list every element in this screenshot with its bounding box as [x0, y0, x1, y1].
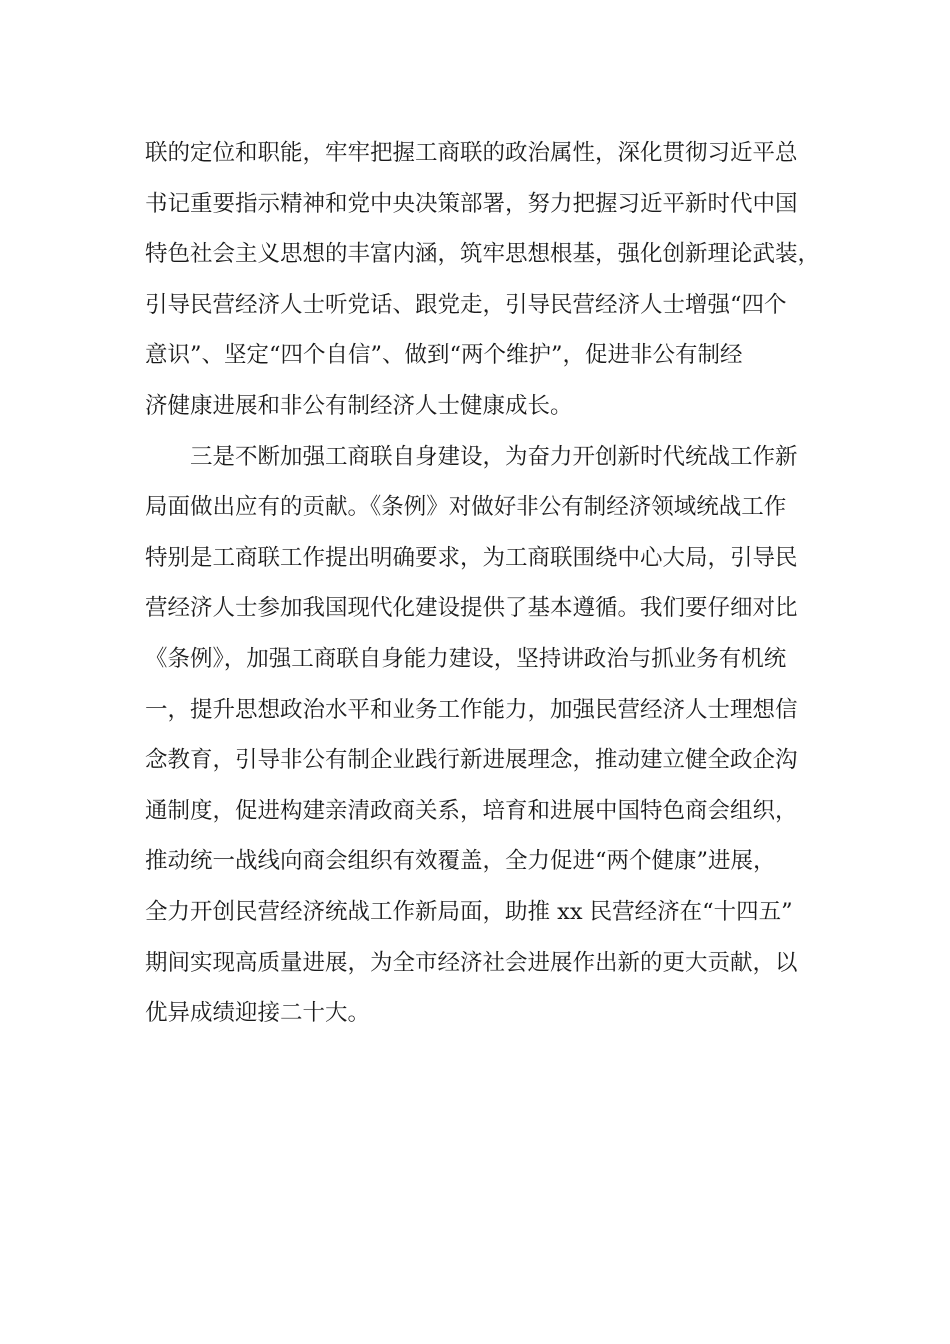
text-line: 意识”、坚定“四个自信”、做到“两个维护”，促进非公有制经: [145, 342, 743, 369]
paragraph-third-point: [145, 432, 835, 1039]
text-line: 《条例》，加强工商联自身能力建设，坚持讲政治与抓业务有机统: [145, 645, 787, 672]
document-body: [145, 128, 835, 1039]
text-line: 书记重要指示精神和党中央决策部署，努力把握习近平新时代中国: [145, 190, 798, 217]
text-line: 局面做出应有的贡献。《条例》对做好非公有制经济领域统战工作: [145, 494, 787, 521]
text-line: 特别是工商联工作提出明确要求，为工商联围绕中心大局，引导民: [145, 544, 798, 571]
text-line: 引导民营经济人士听党话、跟党走，引导民营经济人士增强“四个: [145, 291, 787, 318]
paragraph-continued: [145, 128, 835, 432]
text-line: 念教育，引导非公有制企业践行新进展理念，推动建立健全政企沟: [145, 747, 798, 774]
text-line: 优异成绩迎接二十大。: [145, 1000, 371, 1027]
text-line: 特色社会主义思想的丰富内涵，筑牢思想根基，强化创新理论武装，: [145, 241, 821, 268]
text-line: 全力开创民营经济统战工作新局面，助推 xx 民营经济在“十四五”: [145, 898, 793, 925]
text-line: 一，提升思想政治水平和业务工作能力，加强民营经济人士理想信: [145, 696, 798, 723]
text-line: 期间实现高质量进展，为全市经济社会进展作出新的更大贡献，以: [145, 949, 798, 976]
text-line: 三是不断加强工商联自身建设，为奋力开创新时代统战工作新: [190, 443, 798, 470]
text-line: 联的定位和职能，牢牢把握工商联的政治属性，深化贯彻习近平总: [145, 140, 798, 166]
text-line: 营经济人士参加我国现代化建设提供了基本遵循。我们要仔细对比: [145, 595, 798, 622]
text-line: 通制度，促进构建亲清政商关系，培育和进展中国特色商会组织，: [145, 797, 798, 824]
text-line: 济健康进展和非公有制经济人士健康成长。: [145, 392, 573, 419]
text-line: 推动统一战线向商会组织有效覆盖，全力促进“两个健康”进展，: [145, 848, 776, 875]
